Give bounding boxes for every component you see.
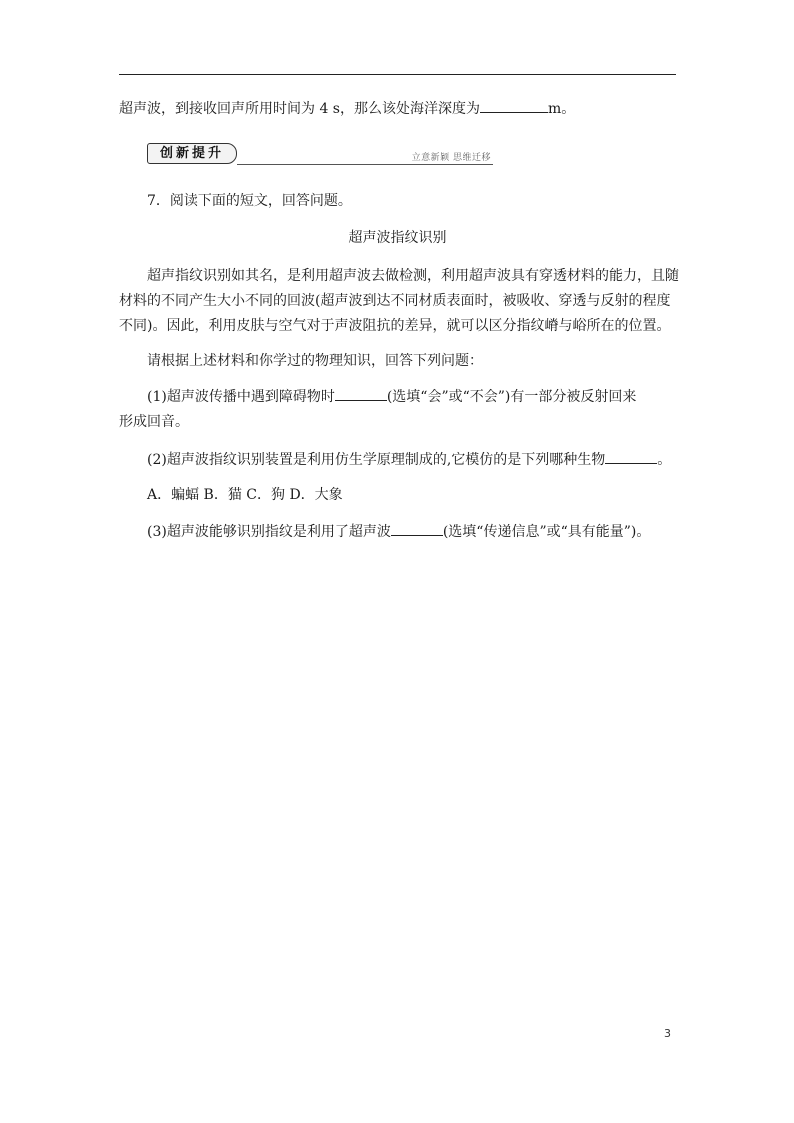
previous-question-tail xyxy=(119,100,575,118)
sub-question-2 xyxy=(147,451,671,469)
sub-question-3 xyxy=(147,523,650,541)
previous-question-unit: m。 xyxy=(548,101,576,117)
passage-title: 超声波指纹识别 xyxy=(348,230,447,246)
sub-question-1-blank xyxy=(335,388,387,401)
passage-line: 超声指纹识别如其名，是利用超声波去做检测，利用超声波具有穿透材料的能力，且随 xyxy=(147,268,679,284)
previous-question-text: 超声波，到接收回声所用时间为 4 s，那么该处海洋深度为 xyxy=(119,101,480,117)
section-banner-rule xyxy=(237,164,493,165)
sub-question-1-text: (1)超声波传播中遇到障碍物时 xyxy=(147,389,335,405)
page-number: 3 xyxy=(664,1027,671,1040)
depth-answer-blank xyxy=(480,100,548,113)
sub-question-1-continued: 形成回音。 xyxy=(119,414,189,430)
section-banner-tab: 创新提升 xyxy=(147,143,237,164)
sub-question-2-text: (2)超声波指纹识别装置是利用仿生学原理制成的,它模仿的是下列哪种生物 xyxy=(147,452,606,468)
sub-question-2-end: 。 xyxy=(657,452,672,468)
sub-question-3-hint: (选填“传递信息”或“具有能量”)。 xyxy=(442,524,651,540)
sub-question-1-hint: (选填“会”或“不会”)有一部分被反射回来 xyxy=(386,389,637,405)
sub-question-2-blank xyxy=(605,451,657,464)
section-banner-slogan: 立意新颖 思维迁移 xyxy=(411,153,491,163)
question-intro: 7．阅读下面的短文，回答问题。 xyxy=(147,193,352,209)
sub-question-3-text: (3)超声波能够识别指纹是利用了超声波 xyxy=(147,524,391,540)
question-prompt: 请根据上述材料和你学过的物理知识，回答下列问题： xyxy=(147,353,483,369)
passage-line: 不同)。因此，利用皮肤与空气对于声波阻抗的差异，就可以区分指纹嵴与峪所在的位置。 xyxy=(119,318,671,334)
sub-question-3-blank xyxy=(391,523,443,536)
section-banner xyxy=(147,143,493,165)
header-rule xyxy=(119,74,676,75)
passage-line: 材料的不同产生大小不同的回波(超声波到达不同材质表面时，被吸收、穿透与反射的程度 xyxy=(119,293,671,309)
answer-options: A．蝙蝠 B．猫 C．狗 D．大象 xyxy=(147,487,343,503)
sub-question-1 xyxy=(147,388,636,406)
